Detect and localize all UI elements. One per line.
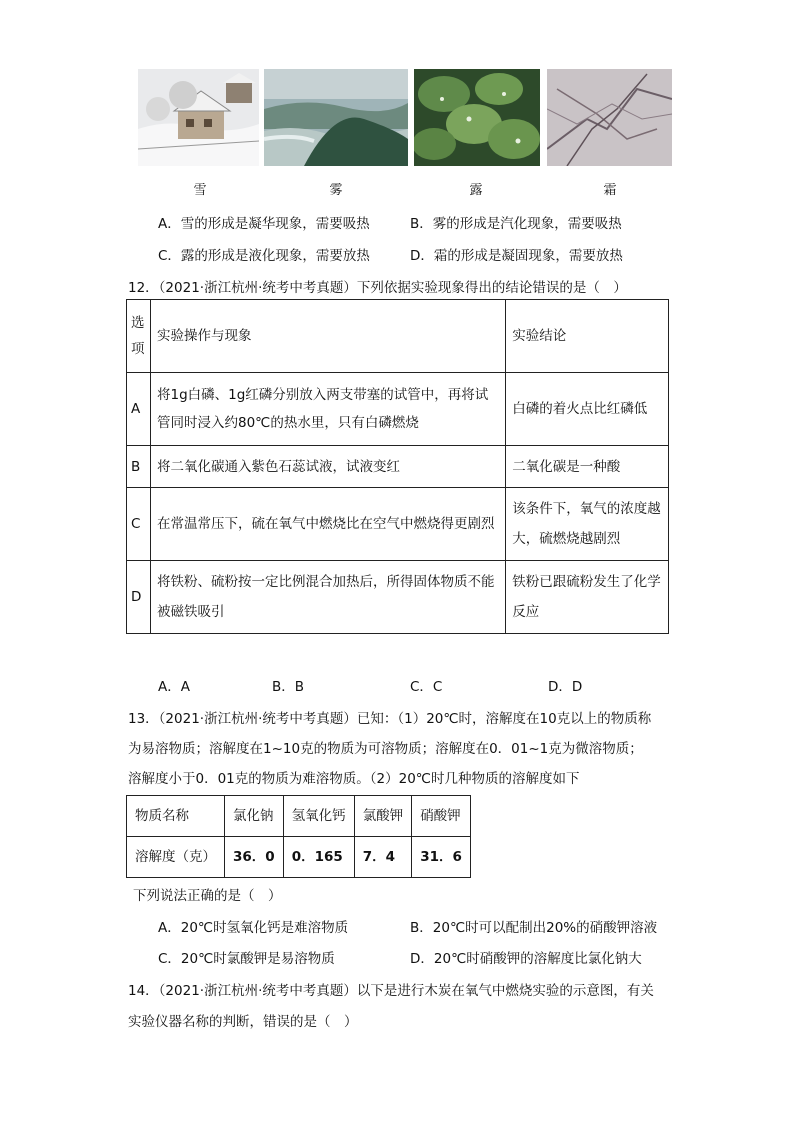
solubility-value: 31．6 <box>412 837 471 878</box>
fog-caption: 雾 <box>329 183 343 198</box>
q12-answer-a: A．A <box>158 679 190 695</box>
q11-option-d: D．霜的形成是凝固现象，需要放热 <box>410 248 623 264</box>
q13-stem-line-2: 为易溶物质；溶解度在1~10克的物质为可溶物质；溶解度在0．01~1克为微溶物质； <box>128 741 643 757</box>
q11-option-c: C．露的形成是液化现象，需要放热 <box>158 248 370 264</box>
substance-cell: 氢氧化钙 <box>283 796 354 837</box>
q13-option-c: C．20℃时氯酸钾是易溶物质 <box>158 951 335 967</box>
row-operation: 在常温常压下，硫在氧气中燃烧比在空气中燃烧得更剧烈 <box>150 488 505 561</box>
row-operation: 将1g白磷、1g红磷分别放入两支带塞的试管中，再将试管同时浸入约80℃的热水里，只有白磷燃烧 <box>150 373 505 446</box>
row-operation: 将铁粉、硫粉按一定比例混合加热后，所得固体物质不能被磁铁吸引 <box>150 561 505 634</box>
substance-cell: 氯化钠 <box>225 796 284 837</box>
q13-option-a: A．20℃时氢氧化钙是难溶物质 <box>158 920 349 936</box>
header-substance-name: 物质名称 <box>127 796 225 837</box>
table-header-row <box>127 300 669 373</box>
q13-prompt: 下列说法正确的是（ ） <box>133 888 282 904</box>
snow-caption: 雪 <box>193 183 207 198</box>
frost-photo <box>547 69 672 166</box>
q12-answer-c: C．C <box>410 679 443 695</box>
q12-stem: 12．（2021·浙江杭州·统考中考真题）下列依据实验现象得出的结论错误的是（ ） <box>128 280 627 296</box>
q13-option-d: D．20℃时硝酸钾的溶解度比氯化钠大 <box>410 951 642 967</box>
substance-cell: 硝酸钾 <box>412 796 471 837</box>
table-row <box>127 837 471 878</box>
row-conclusion: 二氧化碳是一种酸 <box>506 446 669 488</box>
q12-answer-d: D．D <box>548 679 583 695</box>
row-conclusion: 该条件下，氧气的浓度越大，硫燃烧越剧烈 <box>506 488 669 561</box>
row-conclusion: 白磷的着火点比红磷低 <box>506 373 669 446</box>
q11-option-b: B．雾的形成是汽化现象，需要吸热 <box>410 216 622 232</box>
q11-option-a: A．雪的形成是凝华现象，需要吸热 <box>158 216 370 232</box>
row-option: C <box>127 488 151 561</box>
substance-cell: 氯酸钾 <box>354 796 412 837</box>
header-option: 选项 <box>127 300 151 373</box>
solubility-table <box>126 795 471 878</box>
q12-table <box>126 299 669 634</box>
q14-stem-line-1: 14．（2021·浙江杭州·统考中考真题）以下是进行木炭在氧气中燃烧实验的示意图，有关 <box>128 983 654 999</box>
row-conclusion: 铁粉已跟硫粉发生了化学反应 <box>506 561 669 634</box>
row-option: B <box>127 446 151 488</box>
row-operation: 将二氧化碳通入紫色石蕊试液，试液变红 <box>150 446 505 488</box>
row-label-solubility: 溶解度（克） <box>127 837 225 878</box>
frost-caption: 霜 <box>603 183 617 198</box>
fog-photo <box>264 69 408 166</box>
dew-photo <box>414 69 540 166</box>
solubility-value: 0．165 <box>283 837 354 878</box>
row-option: A <box>127 373 151 446</box>
header-operation: 实验操作与现象 <box>150 300 505 373</box>
table-row <box>127 488 669 561</box>
table-row <box>127 373 669 446</box>
header-conclusion: 实验结论 <box>506 300 669 373</box>
table-header-row <box>127 796 471 837</box>
table-row <box>127 446 669 488</box>
solubility-value: 36．0 <box>225 837 284 878</box>
dew-caption: 露 <box>469 183 483 198</box>
row-option: D <box>127 561 151 634</box>
q13-stem-line-3: 溶解度小于0．01克的物质为难溶物质。（2）20℃时几种物质的溶解度如下 <box>128 771 580 787</box>
q13-option-b: B．20℃时可以配制出20%的硝酸钾溶液 <box>410 920 658 936</box>
snow-photo <box>138 69 259 166</box>
q13-stem-line-1: 13．（2021·浙江杭州·统考中考真题）已知：（1）20℃时，溶解度在10克以上的物质称 <box>128 711 652 727</box>
solubility-value: 7．4 <box>354 837 412 878</box>
table-row <box>127 561 669 634</box>
q14-stem-line-2: 实验仪器名称的判断，错误的是（ ） <box>128 1014 358 1030</box>
q12-answer-b: B．B <box>272 679 305 695</box>
